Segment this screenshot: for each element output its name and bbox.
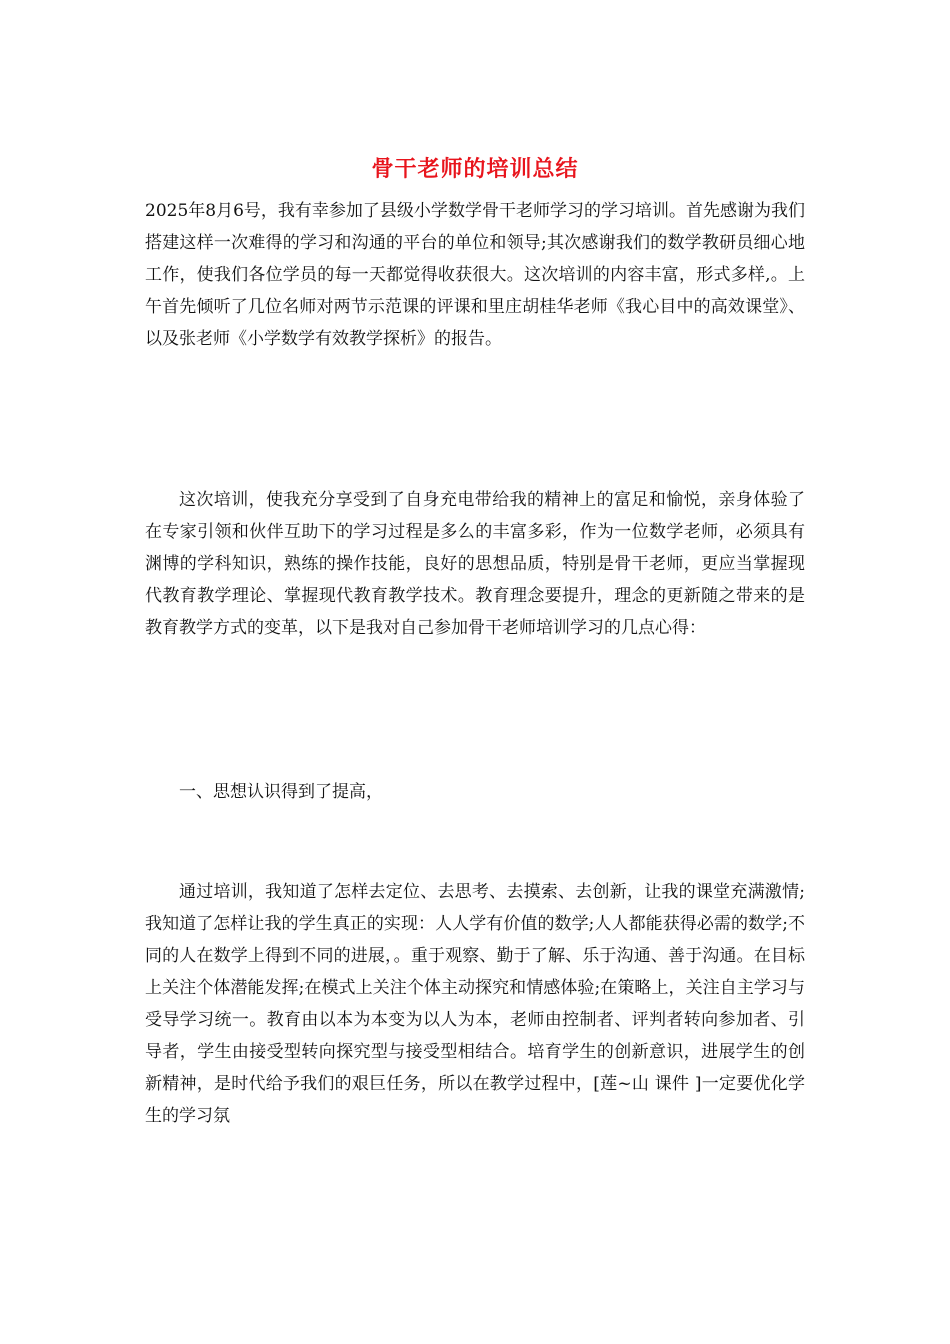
paragraph-section-1-body: 通过培训，我知道了怎样去定位、去思考、去摸索、去创新，让我的课堂充满激情;我知道了怎样让我的学生真正的实现：人人学有价值的数学;人人都能获得必需的数学;不同的人在数学上得到不同的进展，。重于观察、勤于了解、乐于沟通、善于沟通。在目标上关注个体潜能发挥;在模式上关注个体主动探究和情感体验;在策略上，关注自主学习与受导学习统一。教育由以本为本变为以人为本，老师由控制者、评判者转向参加者、引导者，学生由接受型转向探究型与接受型相结合。培育学生的创新意识，进展学生的创新精神，是时代给予我们的艰巨任务，所以在教学过程中，[莲~山 课件 ]一定要优化学生的学习氛 (145, 882, 805, 1126)
section-heading-1: 一、思想认识得到了提高， (179, 782, 383, 802)
paragraph-intro: 2025年8月6号，我有幸参加了县级小学数学骨干老师学习的学习培训。首先感谢为我们搭建这样一次难得的学习和沟通的平台的单位和领导;其次感谢我们的数学教研员细心地工作，使我们各位学员的每一天都觉得收获很大。这次培训的内容丰富，形式多样,。上午首先倾听了几位名师对两节示范课的评课和里庄胡桂华老师《我心目中的高效课堂》、以及张老师《小学数学有效教学探析》的报告。 (145, 201, 805, 349)
paragraph-reflection: 这次培训，使我充分享受到了自身充电带给我的精神上的富足和愉悦，亲身体验了在专家引领和伙伴互助下的学习过程是多么的丰富多彩，作为一位数学老师，必须具有渊博的学科知识，熟练的操作技能，良好的思想品质，特别是骨干老师，更应当掌握现代教育教学理论、掌握现代教育教学技术。教育理念要提升，理念的更新随之带来的是教育教学方式的变革，以下是我对自己参加骨干老师培训学习的几点心得： (145, 490, 805, 638)
document-title: 骨干老师的培训总结 (371, 156, 579, 182)
